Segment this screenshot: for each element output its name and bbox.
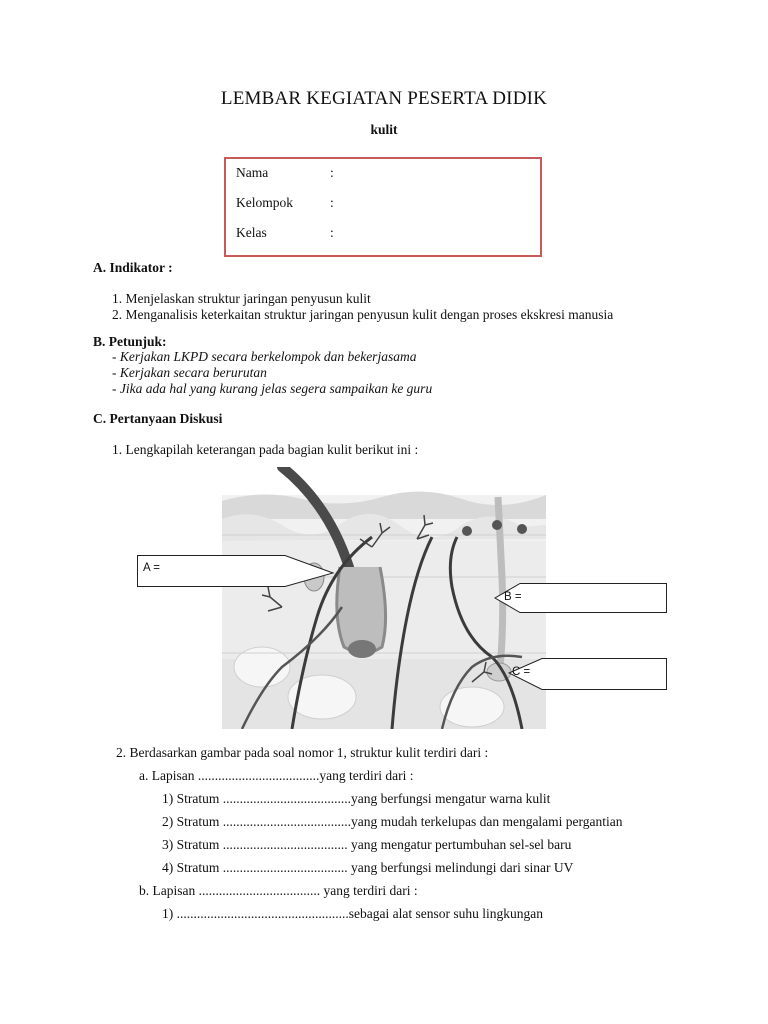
identity-colon: : xyxy=(330,225,334,240)
stratum-item: 4) Stratum ..................................... yang berfungsi melindungi dari sinar UV xyxy=(162,860,574,875)
callout-c xyxy=(508,658,668,690)
callout-b xyxy=(494,583,668,613)
question-1: 1. Lengkapilah keterangan pada bagian kulit berikut ini : xyxy=(112,442,419,457)
page-title: LEMBAR KEGIATAN PESERTA DIDIK xyxy=(220,88,548,109)
callout-a xyxy=(137,555,337,587)
indicator-item: 2. Menganalisis keterkaitan struktur jaringan penyusun kulit dengan proses ekskresi manusia xyxy=(112,307,614,322)
stratum-item: 3) Stratum ..................................... yang mengatur pertumbuhan sel-sel baru xyxy=(162,837,572,852)
stratum-item: 2) Stratum ......................................yang mudah terkelupas dan mengalami pergantian xyxy=(162,814,623,829)
section-b-heading: B. Petunjuk: xyxy=(93,334,167,349)
callout-a-label: A = xyxy=(143,562,160,574)
identity-colon: : xyxy=(330,165,334,180)
dermis-item: 1) ...................................................sebagai alat sensor suhu lingkungan xyxy=(162,906,543,921)
stratum-item: 1) Stratum ......................................yang berfungsi mengatur warna kulit xyxy=(162,791,551,806)
instruction-item: - Kerjakan secara berurutan xyxy=(112,365,267,380)
student-identity-box xyxy=(224,157,542,257)
callout-a-shape xyxy=(137,555,337,587)
section-c-heading: C. Pertanyaan Diskusi xyxy=(93,411,223,426)
question-2a: a. Lapisan ....................................yang terdiri dari : xyxy=(139,768,414,783)
identity-label: Nama xyxy=(236,165,269,180)
question-2: 2. Berdasarkan gambar pada soal nomor 1, struktur kulit terdiri dari : xyxy=(116,745,489,760)
instruction-item: - Jika ada hal yang kurang jelas segera sampaikan ke guru xyxy=(112,381,433,396)
callout-b-label: B = xyxy=(504,591,522,603)
question-2b: b. Lapisan .................................... yang terdiri dari : xyxy=(139,883,418,898)
indicator-item: 1. Menjelaskan struktur jaringan penyusun kulit xyxy=(112,291,371,306)
section-a-heading: A. Indikator : xyxy=(93,260,173,275)
identity-label: Kelompok xyxy=(236,195,293,210)
callout-c-label: C = xyxy=(512,666,531,678)
callout-c-shape xyxy=(508,658,668,690)
identity-colon: : xyxy=(330,195,334,210)
identity-label: Kelas xyxy=(236,225,267,240)
instruction-item: - Kerjakan LKPD secara berkelompok dan bekerjasama xyxy=(112,349,417,364)
page-subtitle: kulit xyxy=(370,122,398,137)
